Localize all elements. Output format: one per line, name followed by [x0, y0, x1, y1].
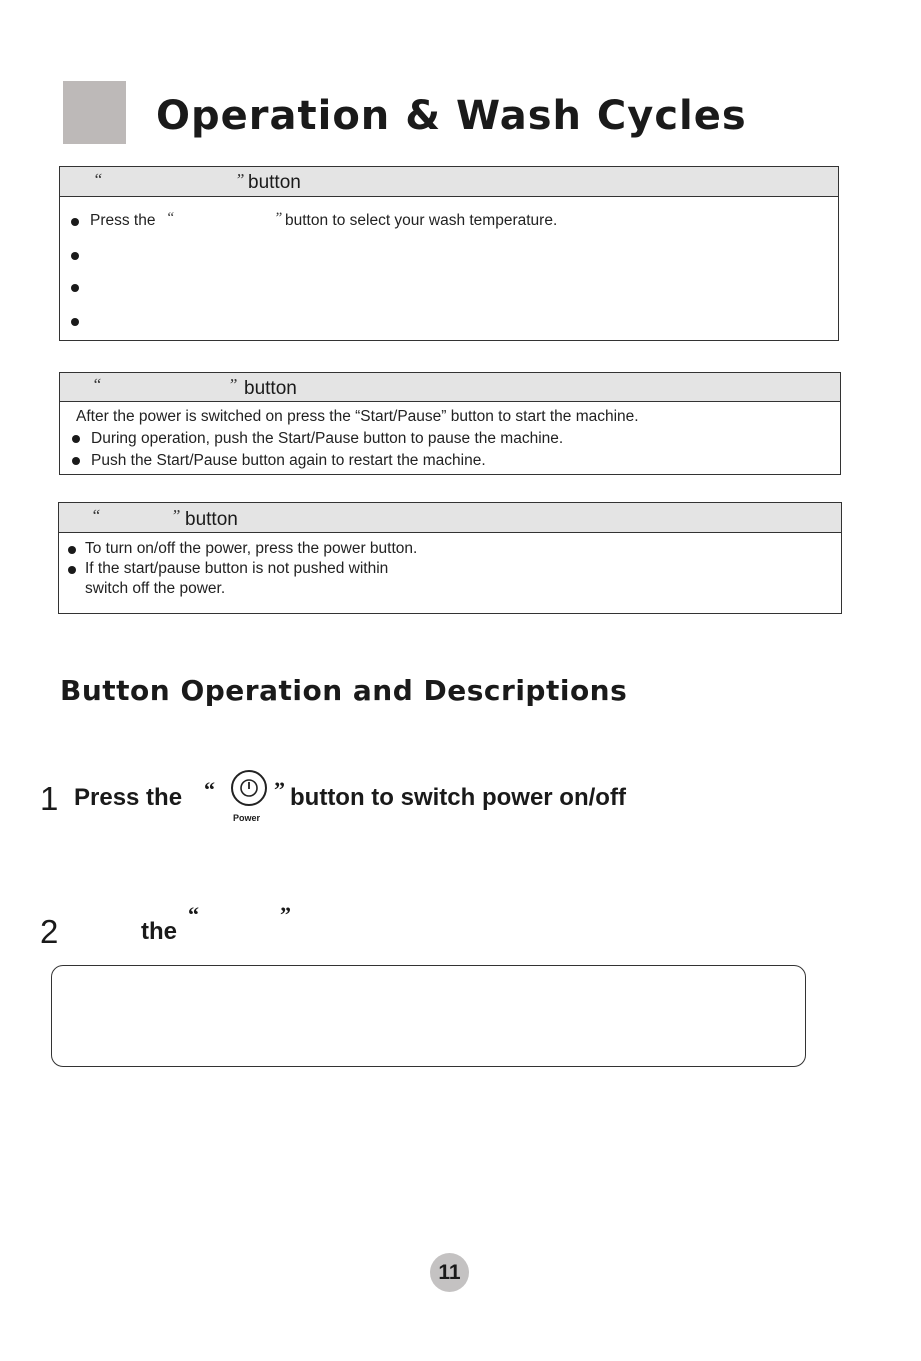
description-box: [51, 965, 806, 1067]
header-label: button: [244, 378, 297, 399]
step-text: the: [141, 918, 177, 945]
close-quote: ”: [274, 777, 285, 802]
intro-text: After the power is switched on press the “Start/Pause” button to start the machine.: [76, 408, 639, 425]
list-item: To turn on/off the power, press the power button.: [85, 540, 418, 557]
list-item-prefix: Press the: [90, 212, 156, 229]
page-number: 11: [430, 1253, 469, 1292]
open-quote: “: [204, 777, 215, 802]
list-item: If the start/pause button is not pushed within: [85, 560, 389, 577]
bullet: [68, 566, 76, 574]
bullet: [71, 218, 79, 226]
open-quote: “: [93, 170, 103, 189]
open-quote: “: [188, 902, 199, 927]
close-quote: ”: [274, 210, 283, 226]
power-button-header: [59, 503, 841, 533]
power-icon: [231, 770, 267, 806]
title-marker: [63, 81, 126, 144]
temperature-button-box: [59, 166, 839, 341]
close-quote: ”: [235, 170, 245, 189]
list-item: Push the Start/Pause button again to restart the machine.: [91, 452, 486, 469]
step-text: Press the: [74, 784, 183, 811]
header-label: button: [185, 509, 238, 530]
step-number: 1: [40, 780, 59, 817]
step-number: 2: [40, 913, 59, 950]
header-label: button: [248, 172, 301, 193]
list-item: During operation, push the Start/Pause button to pause the machine.: [91, 430, 564, 447]
start-pause-button-box: [59, 372, 841, 475]
close-quote: ”: [280, 902, 291, 927]
power-button-box: [58, 502, 842, 614]
bullet: [72, 435, 80, 443]
open-quote: “: [166, 210, 175, 226]
open-quote: “: [91, 506, 101, 525]
close-quote: ”: [228, 375, 238, 394]
step-text: button to switch power on/off: [290, 784, 626, 811]
bullet: [71, 252, 79, 260]
bullet: [72, 457, 80, 465]
temperature-button-header: [60, 167, 838, 197]
close-quote: ”: [171, 506, 181, 525]
list-item-continuation: switch off the power.: [85, 580, 226, 597]
bullet: [68, 546, 76, 554]
section-title: Button Operation and Descriptions: [60, 674, 628, 707]
bullet: [71, 318, 79, 326]
start-pause-button-header: [60, 373, 840, 402]
bullet: [71, 284, 79, 292]
page-title: Operation & Wash Cycles: [156, 93, 747, 139]
open-quote: “: [92, 375, 102, 394]
power-icon-caption: Power: [233, 813, 261, 823]
list-item-text: button to select your wash temperature.: [285, 212, 558, 229]
